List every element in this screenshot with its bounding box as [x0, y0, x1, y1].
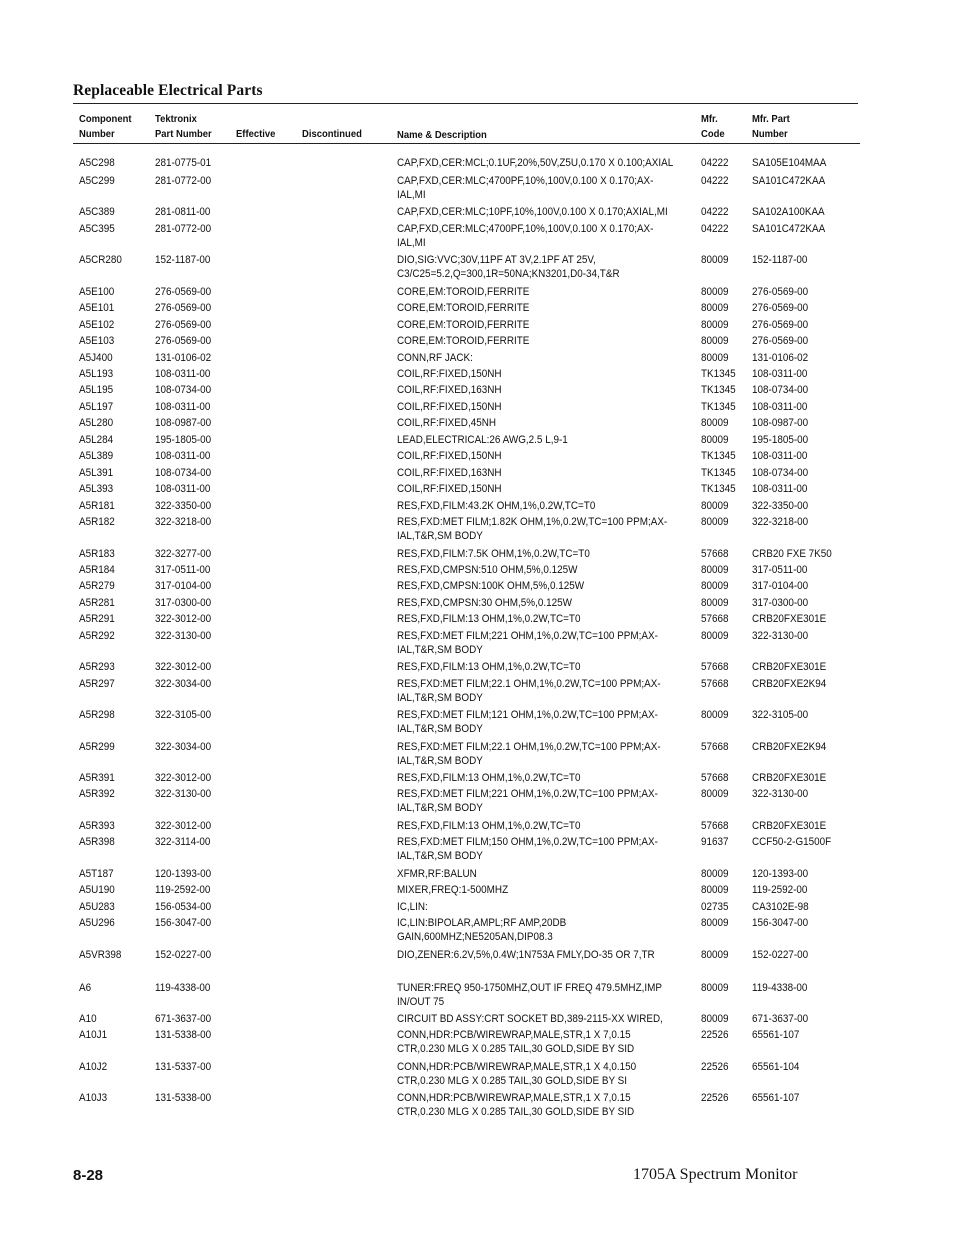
mfr-part-number: 317-0104-00	[752, 580, 809, 592]
table-row	[0, 400, 954, 416]
description: RES,FXD,FILM:13 OHM,1%,0.2W,TC=T0	[397, 613, 581, 625]
mfr-part-number: 120-1393-00	[752, 868, 809, 880]
description: RES,FXD,FILM:13 OHM,1%,0.2W,TC=T0	[397, 772, 581, 784]
mfr-part-number: 152-0227-00	[752, 949, 809, 961]
table-row	[0, 383, 954, 399]
mfr-code: 91637	[701, 836, 729, 848]
mfr-part-number: 322-3130-00	[752, 630, 809, 642]
mfr-part-number: 322-3105-00	[752, 709, 809, 721]
component-number: A5R279	[79, 580, 115, 592]
column-header-effective: Effective	[236, 128, 276, 140]
part-number: 317-0511-00	[155, 564, 211, 576]
part-number: 317-0300-00	[155, 597, 212, 609]
description: CONN,HDR:PCB/WIREWRAP,MALE,STR,1 X 7,0.15 CTR,0.230 MLG X 0.285 TAIL,30 GOLD,SIDE BY SID	[397, 1092, 635, 1118]
mfr-part-number: 317-0300-00	[752, 597, 809, 609]
description: MIXER,FREQ:1-500MHZ	[397, 884, 509, 896]
component-number: A10	[79, 1013, 97, 1025]
description: COIL,RF:FIXED,150NH	[397, 368, 502, 380]
part-number: 119-4338-00	[155, 982, 211, 994]
mfr-part-number: CRB20FXE301E	[752, 613, 827, 625]
mfr-part-number: CRB20 FXE 7K50	[752, 548, 832, 560]
component-number: A5R391	[79, 772, 115, 784]
component-number: A10J2	[79, 1061, 108, 1073]
mfr-code: 04222	[701, 206, 729, 218]
component-number: A5L391	[79, 467, 114, 479]
description: RES,FXD:MET FILM;150 OHM,1%,0.2W,TC=100 PPM;AX- IAL,T&R,SM BODY	[397, 836, 658, 862]
mfr-part-number: 322-3350-00	[752, 500, 809, 512]
mfr-code: 80009	[701, 564, 729, 576]
description: COIL,RF:FIXED,150NH	[397, 401, 502, 413]
mfr-code: 04222	[701, 157, 729, 169]
part-number: 108-0311-00	[155, 450, 211, 462]
component-number: A5R297	[79, 678, 115, 690]
description: COIL,RF:FIXED,150NH	[397, 450, 502, 462]
mfr-part-number: 195-1805-00	[752, 434, 809, 446]
component-number: A5R183	[79, 548, 115, 560]
table-row	[0, 449, 954, 465]
column-header-mfr-part: Mfr. Part Number	[752, 113, 790, 140]
table-row	[0, 916, 954, 943]
mfr-code: 57668	[701, 661, 729, 673]
description: RES,FXD:MET FILM;22.1 OHM,1%,0.2W,TC=100 PPM;AX- IAL,T&R,SM BODY	[397, 678, 661, 704]
table-row	[0, 883, 954, 899]
description: CAP,FXD,CER:MCL;0.1UF,20%,50V,Z5U,0.170 X 0.100;AXIAL	[397, 157, 674, 169]
header-rule	[73, 143, 860, 144]
description: COIL,RF:FIXED,163NH	[397, 384, 502, 396]
column-header-name: Name & Description	[397, 129, 487, 141]
component-number: A5C299	[79, 175, 115, 187]
mfr-code: 80009	[701, 254, 729, 266]
table-row	[0, 466, 954, 482]
table-row	[0, 174, 954, 201]
table-row	[0, 1091, 954, 1118]
mfr-code: 80009	[701, 500, 729, 512]
component-number: A5R184	[79, 564, 115, 576]
mfr-part-number: CRB20FXE301E	[752, 661, 827, 673]
part-number: 131-0106-02	[155, 352, 212, 364]
component-number: A5C389	[79, 206, 115, 218]
table-row	[0, 612, 954, 628]
description: RES,FXD:MET FILM;1.82K OHM,1%,0.2W,TC=100 PPM;AX- IAL,T&R,SM BODY	[397, 516, 668, 542]
part-number: 156-0534-00	[155, 901, 212, 913]
description: RES,FXD:MET FILM;221 OHM,1%,0.2W,TC=100 PPM;AX- IAL,T&R,SM BODY	[397, 630, 658, 656]
part-number: 281-0775-01	[155, 157, 212, 169]
component-number: A5E103	[79, 335, 115, 347]
part-number: 276-0569-00	[155, 302, 212, 314]
component-number: A5U190	[79, 884, 115, 896]
description: CORE,EM:TOROID,FERRITE	[397, 335, 530, 347]
table-row	[0, 708, 954, 735]
mfr-code: 57668	[701, 548, 729, 560]
table-row	[0, 660, 954, 676]
description: CAP,FXD,CER:MLC;4700PF,10%,100V,0.100 X 0.170;AX- IAL,MI	[397, 175, 654, 201]
mfr-code: TK1345	[701, 401, 736, 413]
mfr-part-number: 108-0311-00	[752, 401, 808, 413]
part-number: 317-0104-00	[155, 580, 212, 592]
description: RES,FXD,CMPSN:510 OHM,5%,0.125W	[397, 564, 578, 576]
description: COIL,RF:FIXED,163NH	[397, 467, 502, 479]
component-number: A5CR280	[79, 254, 122, 266]
description: CIRCUIT BD ASSY:CRT SOCKET BD,389-2115-XX WIRED,	[397, 1013, 663, 1025]
table-row	[0, 222, 954, 249]
page-number: 8-28	[73, 1167, 104, 1184]
mfr-code: 57668	[701, 820, 729, 832]
mfr-part-number: 131-0106-02	[752, 352, 809, 364]
mfr-part-number: 317-0511-00	[752, 564, 808, 576]
description: CAP,FXD,CER:MLC;10PF,10%,100V,0.100 X 0.170;AXIAL,MI	[397, 206, 668, 218]
mfr-part-number: 671-3637-00	[752, 1013, 809, 1025]
mfr-code: 57668	[701, 613, 729, 625]
part-number: 131-5338-00	[155, 1029, 212, 1041]
description: DIO,SIG:VVC;30V,11PF AT 3V,2.1PF AT 25V, C3/C25=5.2,Q=300,1R=50NA;KN3201,D0-34,T&R	[397, 254, 620, 280]
part-number: 322-3012-00	[155, 820, 212, 832]
component-number: A5E102	[79, 319, 115, 331]
description: CAP,FXD,CER:MLC;4700PF,10%,100V,0.100 X 0.170;AX- IAL,MI	[397, 223, 654, 249]
part-number: 322-3012-00	[155, 661, 212, 673]
part-number: 108-0734-00	[155, 467, 212, 479]
mfr-part-number: 152-1187-00	[752, 254, 808, 266]
part-number: 195-1805-00	[155, 434, 212, 446]
mfr-code: 04222	[701, 175, 729, 187]
mfr-part-number: CRB20FXE2K94	[752, 678, 827, 690]
description: CONN,RF JACK:	[397, 352, 473, 364]
part-number: 131-5337-00	[155, 1061, 212, 1073]
part-number: 276-0569-00	[155, 335, 212, 347]
table-row	[0, 367, 954, 383]
table-row	[0, 819, 954, 835]
description: RES,FXD,CMPSN:30 OHM,5%,0.125W	[397, 597, 572, 609]
mfr-part-number: 108-0311-00	[752, 368, 808, 380]
table-row	[0, 596, 954, 612]
mfr-code: TK1345	[701, 483, 736, 495]
part-number: 108-0311-00	[155, 483, 211, 495]
component-number: A5L284	[79, 434, 114, 446]
component-number: A5R292	[79, 630, 115, 642]
component-number: A5R291	[79, 613, 115, 625]
table-row	[0, 156, 954, 172]
column-header-tektronix: Tektronix Part Number	[155, 113, 212, 140]
mfr-code: 80009	[701, 302, 729, 314]
mfr-code: 57668	[701, 741, 729, 753]
table-row	[0, 771, 954, 787]
mfr-part-number: CRB20FXE301E	[752, 820, 827, 832]
description: DIO,ZENER:6.2V,5%,0.4W;1N753A FMLY,DO-35 OR 7,TR	[397, 949, 655, 961]
table-row	[0, 1060, 954, 1087]
mfr-code: 80009	[701, 516, 729, 528]
mfr-code: 80009	[701, 1013, 729, 1025]
part-number: 281-0811-00	[155, 206, 211, 218]
description: COIL,RF:FIXED,45NH	[397, 417, 497, 429]
table-row	[0, 547, 954, 563]
component-number: A5U283	[79, 901, 115, 913]
component-number: A5R181	[79, 500, 115, 512]
part-number: 322-3012-00	[155, 772, 212, 784]
component-number: A5L280	[79, 417, 114, 429]
component-number: A10J3	[79, 1092, 108, 1104]
mfr-code: 80009	[701, 286, 729, 298]
component-number: A5J400	[79, 352, 113, 364]
part-number: 108-0734-00	[155, 384, 212, 396]
description: CORE,EM:TOROID,FERRITE	[397, 302, 530, 314]
description: CONN,HDR:PCB/WIREWRAP,MALE,STR,1 X 7,0.15 CTR,0.230 MLG X 0.285 TAIL,30 GOLD,SIDE BY SID	[397, 1029, 635, 1055]
table-row	[0, 301, 954, 317]
component-number: A5L389	[79, 450, 114, 462]
description: COIL,RF:FIXED,150NH	[397, 483, 502, 495]
mfr-part-number: SA102A100KAA	[752, 206, 825, 218]
component-number: A5C298	[79, 157, 115, 169]
mfr-part-number: 276-0569-00	[752, 286, 809, 298]
mfr-code: 80009	[701, 335, 729, 347]
part-number: 108-0311-00	[155, 368, 211, 380]
mfr-part-number: 108-0734-00	[752, 384, 809, 396]
part-number: 322-3130-00	[155, 788, 212, 800]
mfr-code: 80009	[701, 417, 729, 429]
component-number: A5R398	[79, 836, 115, 848]
mfr-part-number: 108-0311-00	[752, 483, 808, 495]
mfr-part-number: 276-0569-00	[752, 335, 809, 347]
component-number: A5R182	[79, 516, 115, 528]
component-number: A5R392	[79, 788, 115, 800]
part-number: 671-3637-00	[155, 1013, 212, 1025]
part-number: 152-0227-00	[155, 949, 212, 961]
mfr-part-number: 322-3130-00	[752, 788, 809, 800]
mfr-code: 80009	[701, 868, 729, 880]
description: CORE,EM:TOROID,FERRITE	[397, 319, 530, 331]
mfr-code: 80009	[701, 884, 729, 896]
description: CONN,HDR:PCB/WIREWRAP,MALE,STR,1 X 4,0.150 CTR,0.230 MLG X 0.285 TAIL,30 GOLD,SIDE BY SI	[397, 1061, 637, 1087]
part-number: 281-0772-00	[155, 175, 212, 187]
component-number: A5R293	[79, 661, 115, 673]
table-row	[0, 351, 954, 367]
description: RES,FXD,CMPSN:100K OHM,5%,0.125W	[397, 580, 585, 592]
description: RES,FXD:MET FILM;221 OHM,1%,0.2W,TC=100 PPM;AX- IAL,T&R,SM BODY	[397, 788, 658, 814]
mfr-part-number: CCF50-2-G1500F	[752, 836, 832, 848]
part-number: 322-3218-00	[155, 516, 212, 528]
table-row	[0, 433, 954, 449]
component-number: A5C395	[79, 223, 115, 235]
table-row	[0, 285, 954, 301]
component-number: A5R393	[79, 820, 115, 832]
component-number: A5L197	[79, 401, 114, 413]
mfr-part-number: 65561-107	[752, 1092, 800, 1104]
table-row	[0, 1028, 954, 1055]
mfr-code: 80009	[701, 580, 729, 592]
part-number: 276-0569-00	[155, 319, 212, 331]
mfr-code: 80009	[701, 982, 729, 994]
mfr-code: 80009	[701, 630, 729, 642]
table-row	[0, 334, 954, 350]
table-row	[0, 787, 954, 814]
mfr-code: 80009	[701, 319, 729, 331]
mfr-part-number: 119-4338-00	[752, 982, 808, 994]
component-number: A5L195	[79, 384, 114, 396]
part-number: 322-3034-00	[155, 678, 212, 690]
mfr-code: 80009	[701, 917, 729, 929]
mfr-code: 57668	[701, 772, 729, 784]
part-number: 108-0987-00	[155, 417, 212, 429]
part-number: 322-3105-00	[155, 709, 212, 721]
table-row	[0, 835, 954, 862]
part-number: 119-2592-00	[155, 884, 211, 896]
description: CORE,EM:TOROID,FERRITE	[397, 286, 530, 298]
part-number: 276-0569-00	[155, 286, 212, 298]
description: RES,FXD:MET FILM;22.1 OHM,1%,0.2W,TC=100 PPM;AX- IAL,T&R,SM BODY	[397, 741, 661, 767]
mfr-code: 22526	[701, 1029, 729, 1041]
column-header-mfr-code: Mfr. Code	[701, 113, 725, 140]
top-rule	[73, 103, 858, 104]
table-row	[0, 253, 954, 280]
mfr-part-number: CA3102E-98	[752, 901, 809, 913]
part-number: 120-1393-00	[155, 868, 212, 880]
description: RES,FXD,FILM:13 OHM,1%,0.2W,TC=T0	[397, 661, 581, 673]
mfr-code: TK1345	[701, 384, 736, 396]
component-number: A5E100	[79, 286, 115, 298]
mfr-part-number: 276-0569-00	[752, 319, 809, 331]
part-number: 322-3277-00	[155, 548, 212, 560]
component-number: A5R299	[79, 741, 115, 753]
table-row	[0, 205, 954, 221]
mfr-code: TK1345	[701, 467, 736, 479]
product-title: 1705A Spectrum Monitor	[633, 1166, 798, 1183]
section-title: Replaceable Electrical Parts	[73, 82, 263, 99]
mfr-part-number: SA101C472KAA	[752, 223, 826, 235]
table-row	[0, 900, 954, 916]
mfr-part-number: 65561-104	[752, 1061, 800, 1073]
table-row	[0, 740, 954, 767]
component-number: A5T187	[79, 868, 114, 880]
mfr-code: 22526	[701, 1061, 729, 1073]
table-row	[0, 677, 954, 704]
mfr-code: TK1345	[701, 450, 736, 462]
table-row	[0, 867, 954, 883]
column-header-component: Component Number	[79, 113, 132, 140]
column-header-discontinued: Discontinued	[302, 128, 362, 140]
part-number: 281-0772-00	[155, 223, 212, 235]
mfr-part-number: CRB20FXE301E	[752, 772, 827, 784]
table-row	[0, 948, 954, 964]
table-row	[0, 563, 954, 579]
mfr-part-number: 65561-107	[752, 1029, 800, 1041]
part-number: 322-3130-00	[155, 630, 212, 642]
component-number: A6	[79, 982, 92, 994]
mfr-part-number: 322-3218-00	[752, 516, 809, 528]
component-number: A5U296	[79, 917, 115, 929]
mfr-code: 80009	[701, 709, 729, 721]
description: IC,LIN:	[397, 901, 428, 913]
description: LEAD,ELECTRICAL:26 AWG,2.5 L,9-1	[397, 434, 568, 446]
mfr-part-number: 108-0311-00	[752, 450, 808, 462]
table-row	[0, 981, 954, 1008]
description: RES,FXD,FILM:13 OHM,1%,0.2W,TC=T0	[397, 820, 581, 832]
table-row	[0, 629, 954, 656]
component-number: A5E101	[79, 302, 115, 314]
component-number: A5R281	[79, 597, 115, 609]
component-number: A5L393	[79, 483, 114, 495]
mfr-part-number: 108-0987-00	[752, 417, 809, 429]
mfr-code: 80009	[701, 788, 729, 800]
description: RES,FXD,FILM:43.2K OHM,1%,0.2W,TC=T0	[397, 500, 596, 512]
mfr-code: 02735	[701, 901, 729, 913]
part-number: 322-3350-00	[155, 500, 212, 512]
part-number: 322-3114-00	[155, 836, 211, 848]
component-number: A10J1	[79, 1029, 108, 1041]
component-number: A5R298	[79, 709, 115, 721]
part-number: 322-3012-00	[155, 613, 212, 625]
mfr-code: TK1345	[701, 368, 736, 380]
description: RES,FXD,FILM:7.5K OHM,1%,0.2W,TC=T0	[397, 548, 590, 560]
description: TUNER:FREQ 950-1750MHZ,OUT IF FREQ 479.5MHZ,IMP IN/OUT 75	[397, 982, 662, 1008]
mfr-code: 80009	[701, 352, 729, 364]
description: XFMR,RF:BALUN	[397, 868, 477, 880]
mfr-part-number: 108-0734-00	[752, 467, 809, 479]
table-row	[0, 579, 954, 595]
mfr-code: 80009	[701, 949, 729, 961]
mfr-part-number: CRB20FXE2K94	[752, 741, 827, 753]
part-number: 152-1187-00	[155, 254, 211, 266]
part-number: 322-3034-00	[155, 741, 212, 753]
mfr-part-number: SA105E104MAA	[752, 157, 827, 169]
table-row	[0, 1012, 954, 1028]
part-number: 108-0311-00	[155, 401, 211, 413]
table-row	[0, 515, 954, 542]
description: IC,LIN:BIPOLAR,AMPL;RF AMP,20DB GAIN,600MHZ;NE5205AN,DIP08.3	[397, 917, 567, 943]
mfr-part-number: 119-2592-00	[752, 884, 808, 896]
mfr-code: 22526	[701, 1092, 729, 1104]
table-row	[0, 482, 954, 498]
component-number: A5L193	[79, 368, 114, 380]
table-row	[0, 499, 954, 515]
part-number: 156-3047-00	[155, 917, 212, 929]
mfr-part-number: SA101C472KAA	[752, 175, 826, 187]
table-row	[0, 318, 954, 334]
mfr-part-number: 276-0569-00	[752, 302, 809, 314]
component-number: A5VR398	[79, 949, 122, 961]
part-number: 131-5338-00	[155, 1092, 212, 1104]
mfr-code: 57668	[701, 678, 729, 690]
mfr-part-number: 156-3047-00	[752, 917, 809, 929]
mfr-code: 04222	[701, 223, 729, 235]
description: RES,FXD:MET FILM;121 OHM,1%,0.2W,TC=100 PPM;AX- IAL,T&R,SM BODY	[397, 709, 658, 735]
table-row	[0, 416, 954, 432]
mfr-code: 80009	[701, 434, 729, 446]
mfr-code: 80009	[701, 597, 729, 609]
